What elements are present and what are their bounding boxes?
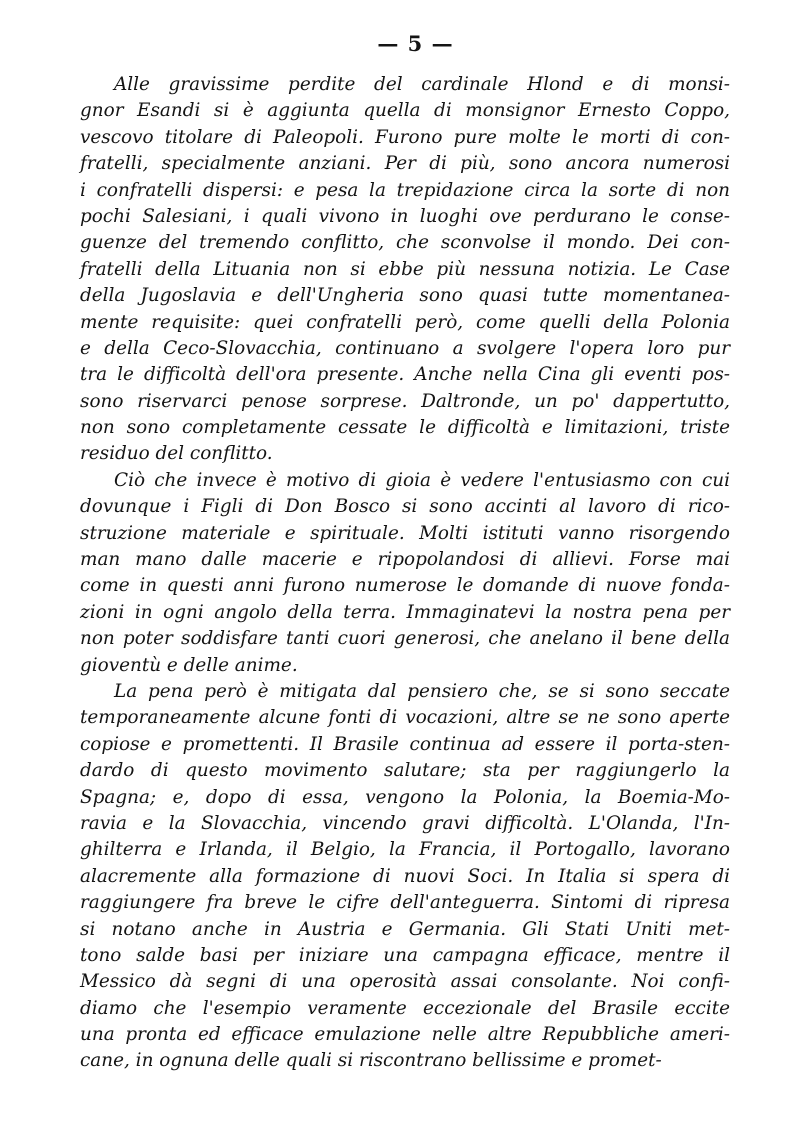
text-line: ghilterra e Irlanda, il Belgio, la Francia, il Portogallo, lavorano — [80, 839, 730, 861]
text-line: fratelli della Lituania non si ebbe più nessuna notizia. Le Case — [80, 258, 730, 280]
text-line: pochi Salesiani, i quali vivono in luoghi ove perdurano le conse- — [80, 205, 730, 227]
text-line: si notano anche in Austria e Germania. Gli Stati Uniti met- — [80, 918, 730, 940]
page-number: — 5 — — [377, 31, 454, 56]
text-line: vescovo titolare di Paleopoli. Furono pure molte le morti di con- — [80, 126, 730, 148]
text-line: non poter soddisfare tanti cuori generosi, che anelano il bene della — [80, 628, 730, 650]
text-line: tono salde basi per iniziare una campagna efficace, mentre il — [80, 944, 730, 966]
paragraph — [80, 468, 730, 679]
text-line: copiose e promettenti. Il Brasile continua ad essere il porta-sten- — [80, 733, 730, 755]
body-text — [80, 72, 730, 1075]
text-line: gioventù e delle anime. — [80, 654, 298, 676]
text-line: e della Ceco-Slovacchia, continuano a svolgere l'opera loro pur — [80, 337, 730, 359]
text-line: fratelli, specialmente anziani. Per di più, sono ancora numerosi — [80, 153, 730, 175]
text-line: cane, in ognuna delle quali si riscontrano bellissime e promet- — [80, 1050, 662, 1072]
text-line: Alle gravissime perdite del cardinale Hlond e di monsi- — [114, 74, 730, 95]
paragraph — [80, 679, 730, 1075]
text-line: Messico dà segni di una operosità assai consolante. Noi confi- — [80, 971, 730, 993]
text-line: non sono completamente cessate le difficoltà e limitazioni, triste — [80, 417, 730, 439]
text-line: guenze del tremendo conflitto, che sconvolse il mondo. Dei con- — [80, 232, 730, 254]
text-line: struzione materiale e spirituale. Molti istituti vanno risorgendo — [80, 522, 730, 544]
text-line: dovunque i Figli di Don Bosco si sono accinti al lavoro di rico- — [80, 496, 730, 518]
text-line: temporaneamente alcune fonti di vocazioni, altre se ne sono aperte — [80, 707, 730, 729]
text-line: Ciò che invece è motivo di gioia è vedere l'entusiasmo con cui — [114, 469, 730, 491]
text-line: tra le difficoltà dell'ora presente. Anche nella Cina gli eventi pos- — [80, 364, 730, 386]
text-line: come in questi anni furono numerose le domande di nuove fonda- — [80, 575, 730, 597]
text-line: zioni in ogni angolo della terra. Immaginatevi la nostra pena per — [80, 601, 730, 623]
text-line: mente requisite: quei confratelli però, come quelli della Polonia — [80, 311, 730, 333]
text-line: sono riservarci penose sorprese. Daltronde, un po' dappertutto, — [80, 390, 730, 412]
text-line: dardo di questo movimento salutare; sta per raggiungerlo la — [80, 760, 730, 782]
text-line: gnor Esandi si è aggiunta quella di monsignor Ernesto Coppo, — [80, 100, 730, 122]
text-line: diamo che l'esempio veramente eccezionale del Brasile eccite — [80, 997, 730, 1019]
text-line: ravia e la Slovacchia, vincendo gravi difficoltà. L'Olanda, l'In- — [80, 812, 730, 834]
text-line: man mano dalle macerie e ripopolandosi di allievi. Forse mai — [80, 549, 730, 571]
text-line: raggiungere fra breve le cifre dell'anteguerra. Sintomi di ripresa — [80, 892, 730, 914]
text-line: una pronta ed efficace emulazione nelle altre Repubbliche ameri- — [80, 1024, 730, 1046]
text-line: residuo del conflitto. — [80, 443, 273, 465]
text-line: La pena però è mitigata dal pensiero che, se si sono seccate — [114, 680, 730, 702]
text-line: della Jugoslavia e dell'Ungheria sono quasi tutte momentanea- — [80, 285, 730, 307]
text-line: i confratelli dispersi: e pesa la trepidazione circa la sorte di non — [80, 179, 730, 201]
text-line: Spagna; e, dopo di essa, vengono la Polonia, la Boemia-Mo- — [80, 786, 730, 808]
paragraph — [80, 72, 730, 468]
text-line: alacremente alla formazione di nuovi Soci. In Italia si spera di — [80, 865, 730, 887]
